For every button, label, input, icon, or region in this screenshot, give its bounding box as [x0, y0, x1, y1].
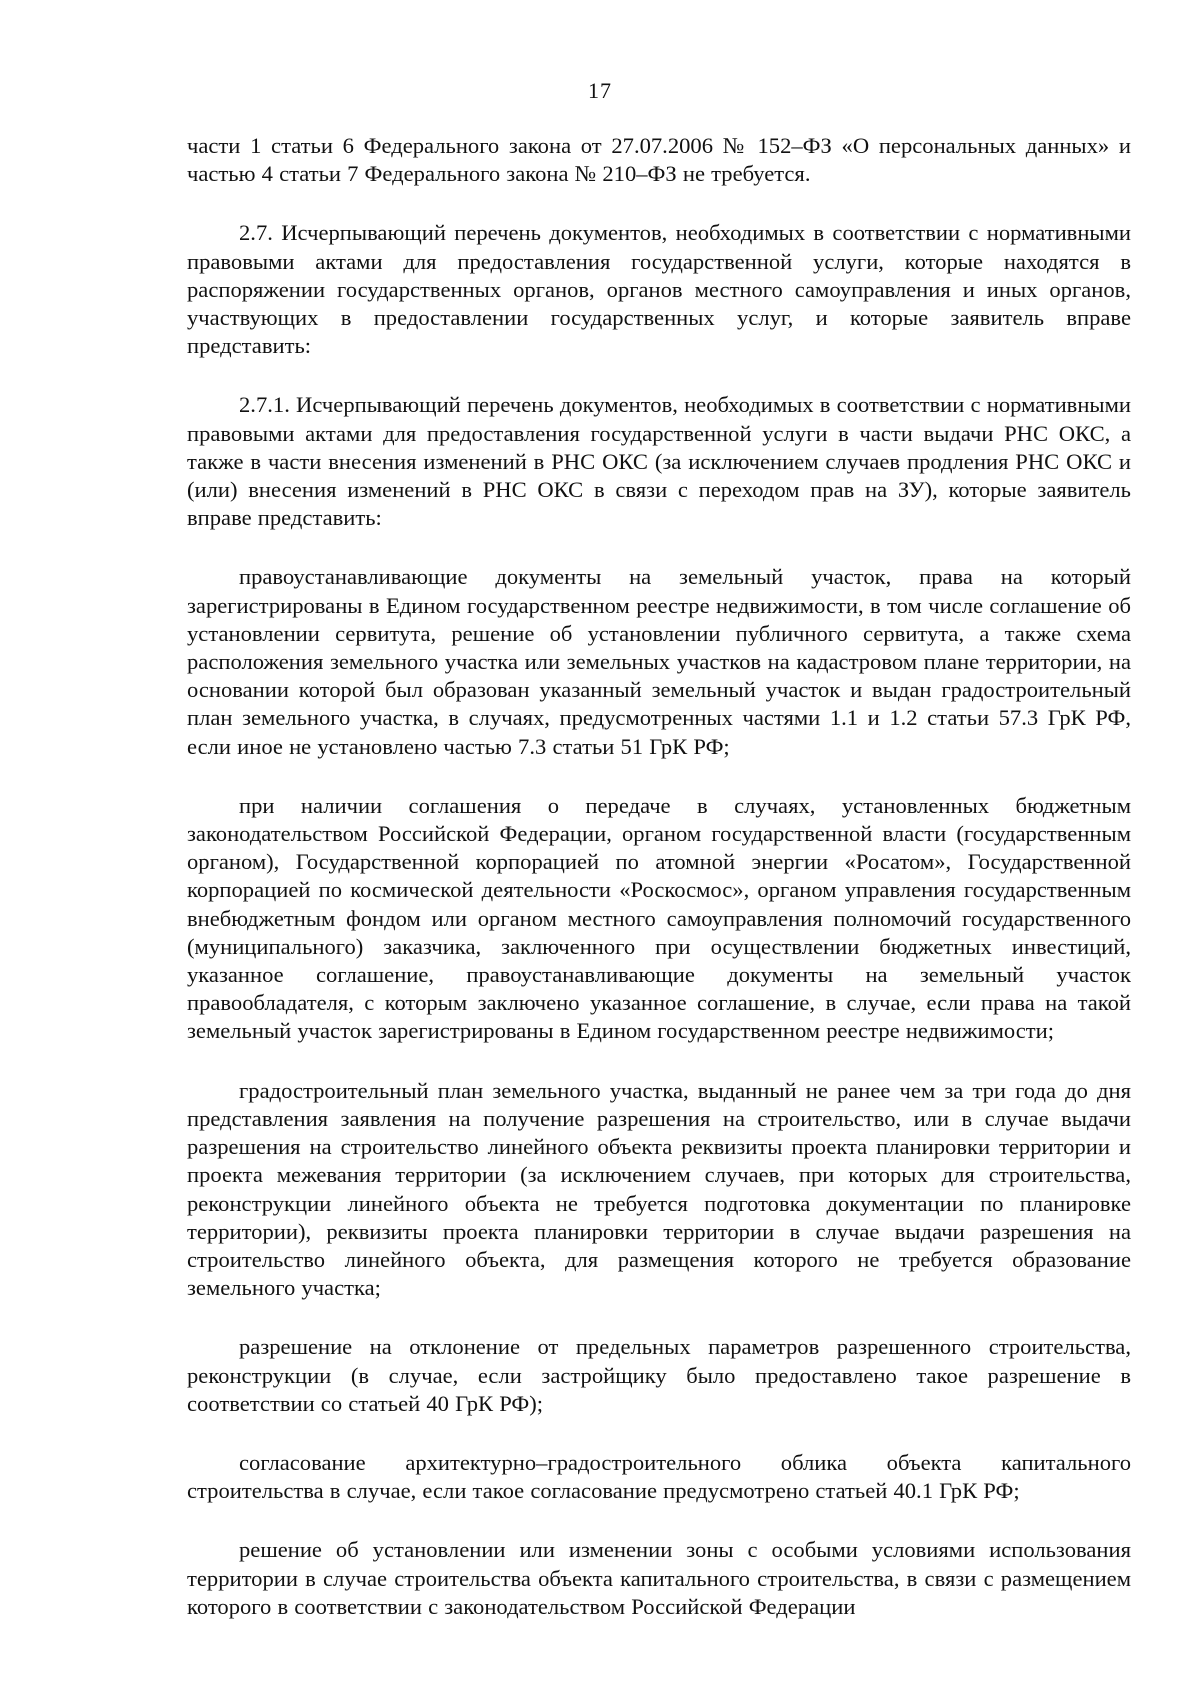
paragraph-deviation-permit: разрешение на отклонение от предельных параметров разрешенного строительства, реконструкции (в случае, если застройщику было предоставлено такое разрешение в соответствии со статьей 40 ГрК РФ); [187, 1334, 1131, 1416]
paragraph-special-zone-decision: решение об установлении или изменении зоны с особыми условиями использования территории в случае строительства объекта капитального строительства, в связи с размещением которого в соответствии с законодательством Российской Федерации [187, 1537, 1131, 1619]
paragraph-section-2-7-1: 2.7.1. Исчерпывающий перечень документов, необходимых в соответствии с нормативными правовыми актами для предоставления государственной услуги в части выдачи РНС ОКС, а также в части внесения изменений в РНС ОКС (за исключением случаев продления РНС ОКС и (или) внесения изменений в РНС ОКС в связи с переходом прав на ЗУ), которые заявитель вправе представить: [187, 392, 1131, 531]
paragraph-land-title-documents: правоустанавливающие документы на земельный участок, права на который зарегистрированы в Едином государственном реестре недвижимости, в том числе соглашение об установлении сервитута, решение об установлении публичного сервитута, а также схема расположения земельного участка или земельных участков на кадастровом плане территории, на основании которой был образован указанный земельный участок и выдан градостроительный план земельного участка, в случаях, предусмотренных частями 1.1 и 1.2 статьи 57.3 ГрК РФ, если иное не установлено частью 7.3 статьи 51 ГрК РФ; [187, 564, 1131, 759]
paragraph-consent-clause: части 1 статьи 6 Федерального закона от 27.07.2006 № 152–ФЗ «О персональных данных» и частью 4 статьи 7 Федерального закона № 210–ФЗ не требуется. [187, 133, 1131, 187]
paragraph-transfer-agreement: при наличии соглашения о передаче в случаях, установленных бюджетным законодательством Российской Федерации, органом государственной власти (государственным органом), Государственной корпорацией по атомной энергии «Росатом», Государственной корпорацией по космической деятельности «Роскосмос», органом управления государственным внебюджетным фондом или органом местного самоуправления полномочий государственного (муниципального) заказчика, заключенного при осуществлении бюджетных инвестиций, указанное соглашение, правоустанавливающие документы на земельный участок правообладателя, с которым заключено указанное соглашение, в случае, если права на такой земельный участок зарегистрированы в Едином государственном реестре недвижимости; [187, 792, 1131, 1044]
paragraph-section-2-7: 2.7. Исчерпывающий перечень документов, необходимых в соответствии с нормативными правовыми актами для предоставления государственной услуги, которые находятся в распоряжении государственных органов, органов местного самоуправления и иных органов, участвующих в предоставлении государственных услуг, и которые заявитель вправе представить: [187, 220, 1131, 359]
document-body [187, 132, 1131, 1621]
paragraph-architectural-approval: согласование архитектурно–градостроительного облика объекта капитального строительства в случае, если такое согласование предусмотрено статьей 40.1 ГрК РФ; [187, 1449, 1131, 1504]
paragraph-urban-plan: градостроительный план земельного участка, выданный не ранее чем за три года до дня представления заявления на получение разрешения на строительство, или в случае выдачи разрешения на строительство линейного объекта реквизиты проекта планировки территории и проекта межевания территории (за исключением случаев, при которых для строительства, реконструкции линейного объекта не требуется подготовка документации по планировке территории), реквизиты проекта планировки территории в случае выдачи разрешения на строительство линейного объекта, для размещения которого не требуется образование земельного участка; [187, 1077, 1131, 1301]
page-number: 17 [588, 78, 612, 103]
